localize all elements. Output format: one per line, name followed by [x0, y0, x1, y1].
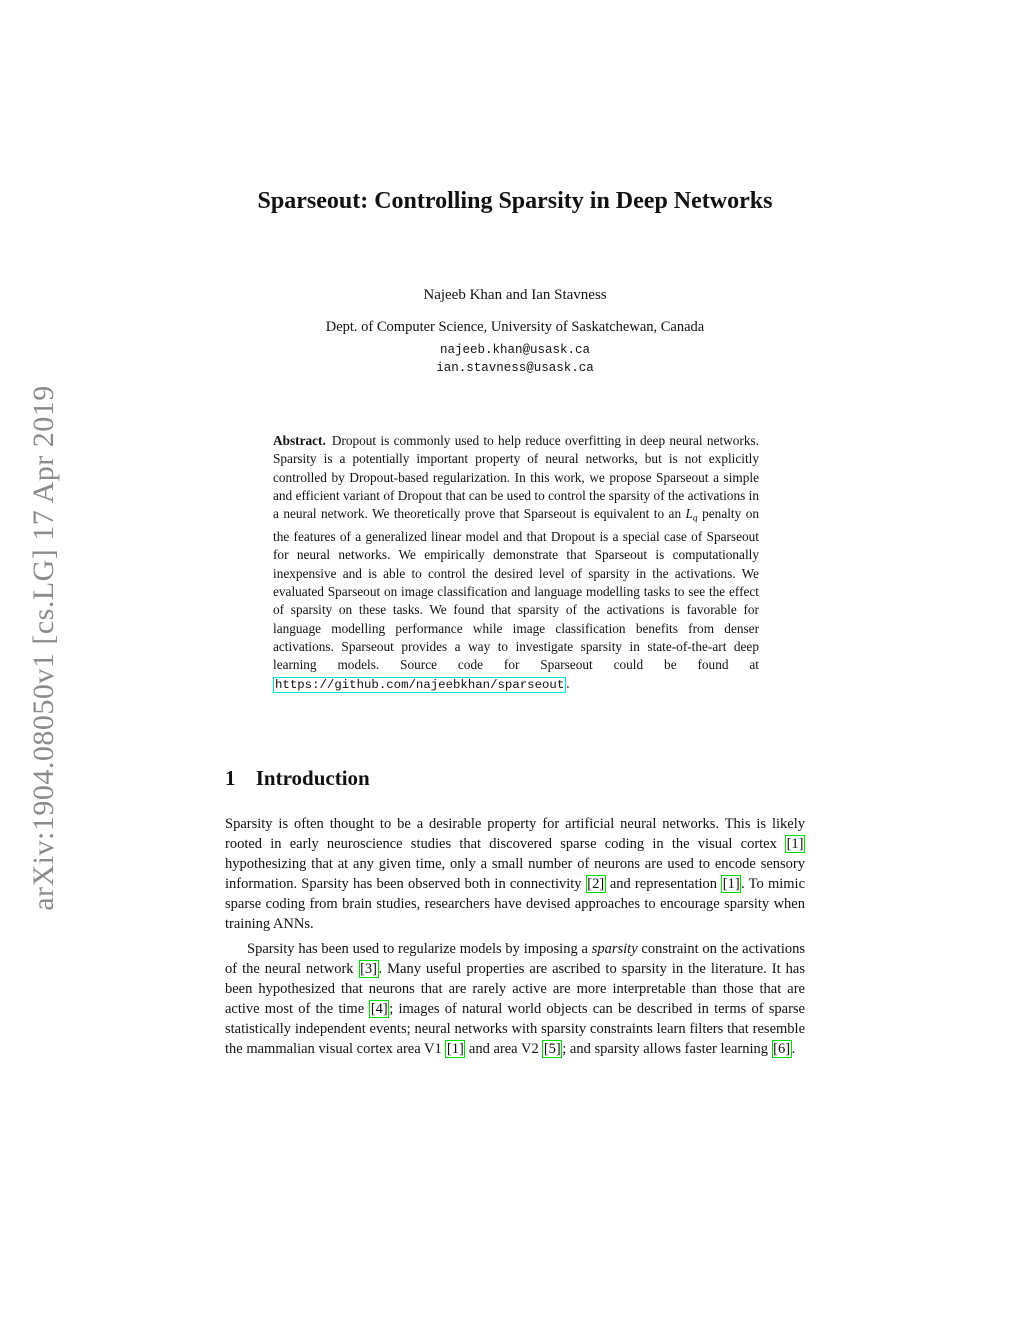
text-segment: ; images of natural world objects can be described in terms of sparse statistically independent events; neural networks with sparsity constraints learn filters that resemble the mammalian visual cortex area V1 — [225, 1001, 805, 1057]
citation-link[interactable]: [1] — [722, 876, 740, 892]
citation-link[interactable]: [6] — [773, 1041, 791, 1057]
text-segment: Sparsity has been used to regularize models by imposing a — [247, 941, 592, 957]
text-segment: and representation — [605, 876, 722, 892]
abstract-label: Abstract. — [273, 433, 326, 448]
text-segment: q — [692, 512, 698, 524]
abstract-text — [273, 433, 759, 691]
text-segment: constraint on the activations of the neural network — [225, 941, 805, 977]
text-segment: L — [685, 506, 693, 522]
text-segment: and area V2 — [465, 1041, 543, 1057]
citation-link[interactable]: [5] — [543, 1041, 561, 1057]
arxiv-watermark: arXiv:1904.08050v1 [cs.LG] 17 Apr 2019 — [27, 385, 60, 911]
section-heading-introduction — [225, 766, 370, 791]
paper-authors: Najeeb Khan and Ian Stavness — [423, 287, 607, 303]
abstract-section — [273, 432, 759, 694]
text-segment: penalty on the features of a generalized linear model and that Dropout is a special case of Sparseout for neural networks. We empirically demonstrate that Sparseout is computationally inexpensive and is able to control the desired level of sparsity in the activations. We evaluated Sparseout on image classification and language modelling tasks to see the effect of sparsity on these tasks. We found that sparsity of the activations is favorable for language modelling performance while image classification benefits from denser activations. Sparseout provides a way to investigate sparsity in state-of-the-art deep learning models. Source code for Sparseout could be found at — [273, 506, 759, 673]
intro-paragraph-2 — [225, 939, 805, 1059]
introduction-body — [225, 814, 805, 1059]
section-number: 1 — [225, 766, 236, 790]
citation-link[interactable]: [1] — [446, 1041, 464, 1057]
author-email-1: najeeb.khan@usask.ca — [439, 343, 591, 357]
paper-affiliation: Dept. of Computer Science, University of Saskatchewan, Canada — [325, 319, 705, 335]
citation-link[interactable]: [4] — [370, 1001, 388, 1017]
text-segment: Sparsity is often thought to be a desirable property for artificial neural networks. This is likely rooted in early neuroscience studies that discovered sparse coding in the visual cortex — [225, 816, 805, 852]
author-emails — [225, 341, 805, 377]
page-content — [225, 0, 805, 1325]
section-title: Introduction — [255, 766, 370, 790]
text-segment: . — [566, 675, 570, 691]
citation-link[interactable]: [1] — [786, 836, 804, 852]
text-segment: . To mimic sparse coding from brain studies, researchers have devised approaches to encourage sparsity when training ANNs. — [225, 876, 805, 932]
github-url-link[interactable]: https://github.com/najeebkhan/sparseout — [275, 677, 565, 692]
paper-title: Sparseout: Controlling Sparsity in Deep Networks — [257, 188, 773, 214]
text-segment: . — [791, 1041, 796, 1057]
text-segment: Dropout is commonly used to help reduce overfitting in deep neural networks. Sparsity is a potentially important property of neural networks, but is not explicitly controlled by Dropout-based regularization. In this work, we propose Sparseout a simple and efficient variant of Dropout that can be used to control the sparsity of the activations in a neural network. We theoretically prove that Sparseout is equivalent to an — [273, 433, 759, 522]
citation-link[interactable]: [3] — [360, 961, 377, 977]
intro-paragraph-1 — [225, 814, 805, 934]
text-segment: ; and sparsity allows faster learning — [562, 1041, 772, 1057]
text-segment: hypothesizing that at any given time, only a small number of neurons are used to encode sensory information. Sparsity has been observed both in connectivity — [225, 856, 805, 892]
text-segment: sparsity — [591, 941, 638, 957]
text-segment: . Many useful properties are ascribed to sparsity in the literature. It has been hypothesized that neurons that are rarely active are more interpretable than those that are active most of the time — [225, 961, 805, 1017]
author-email-2: ian.stavness@usask.ca — [436, 361, 594, 375]
citation-link[interactable]: [2] — [587, 876, 605, 892]
